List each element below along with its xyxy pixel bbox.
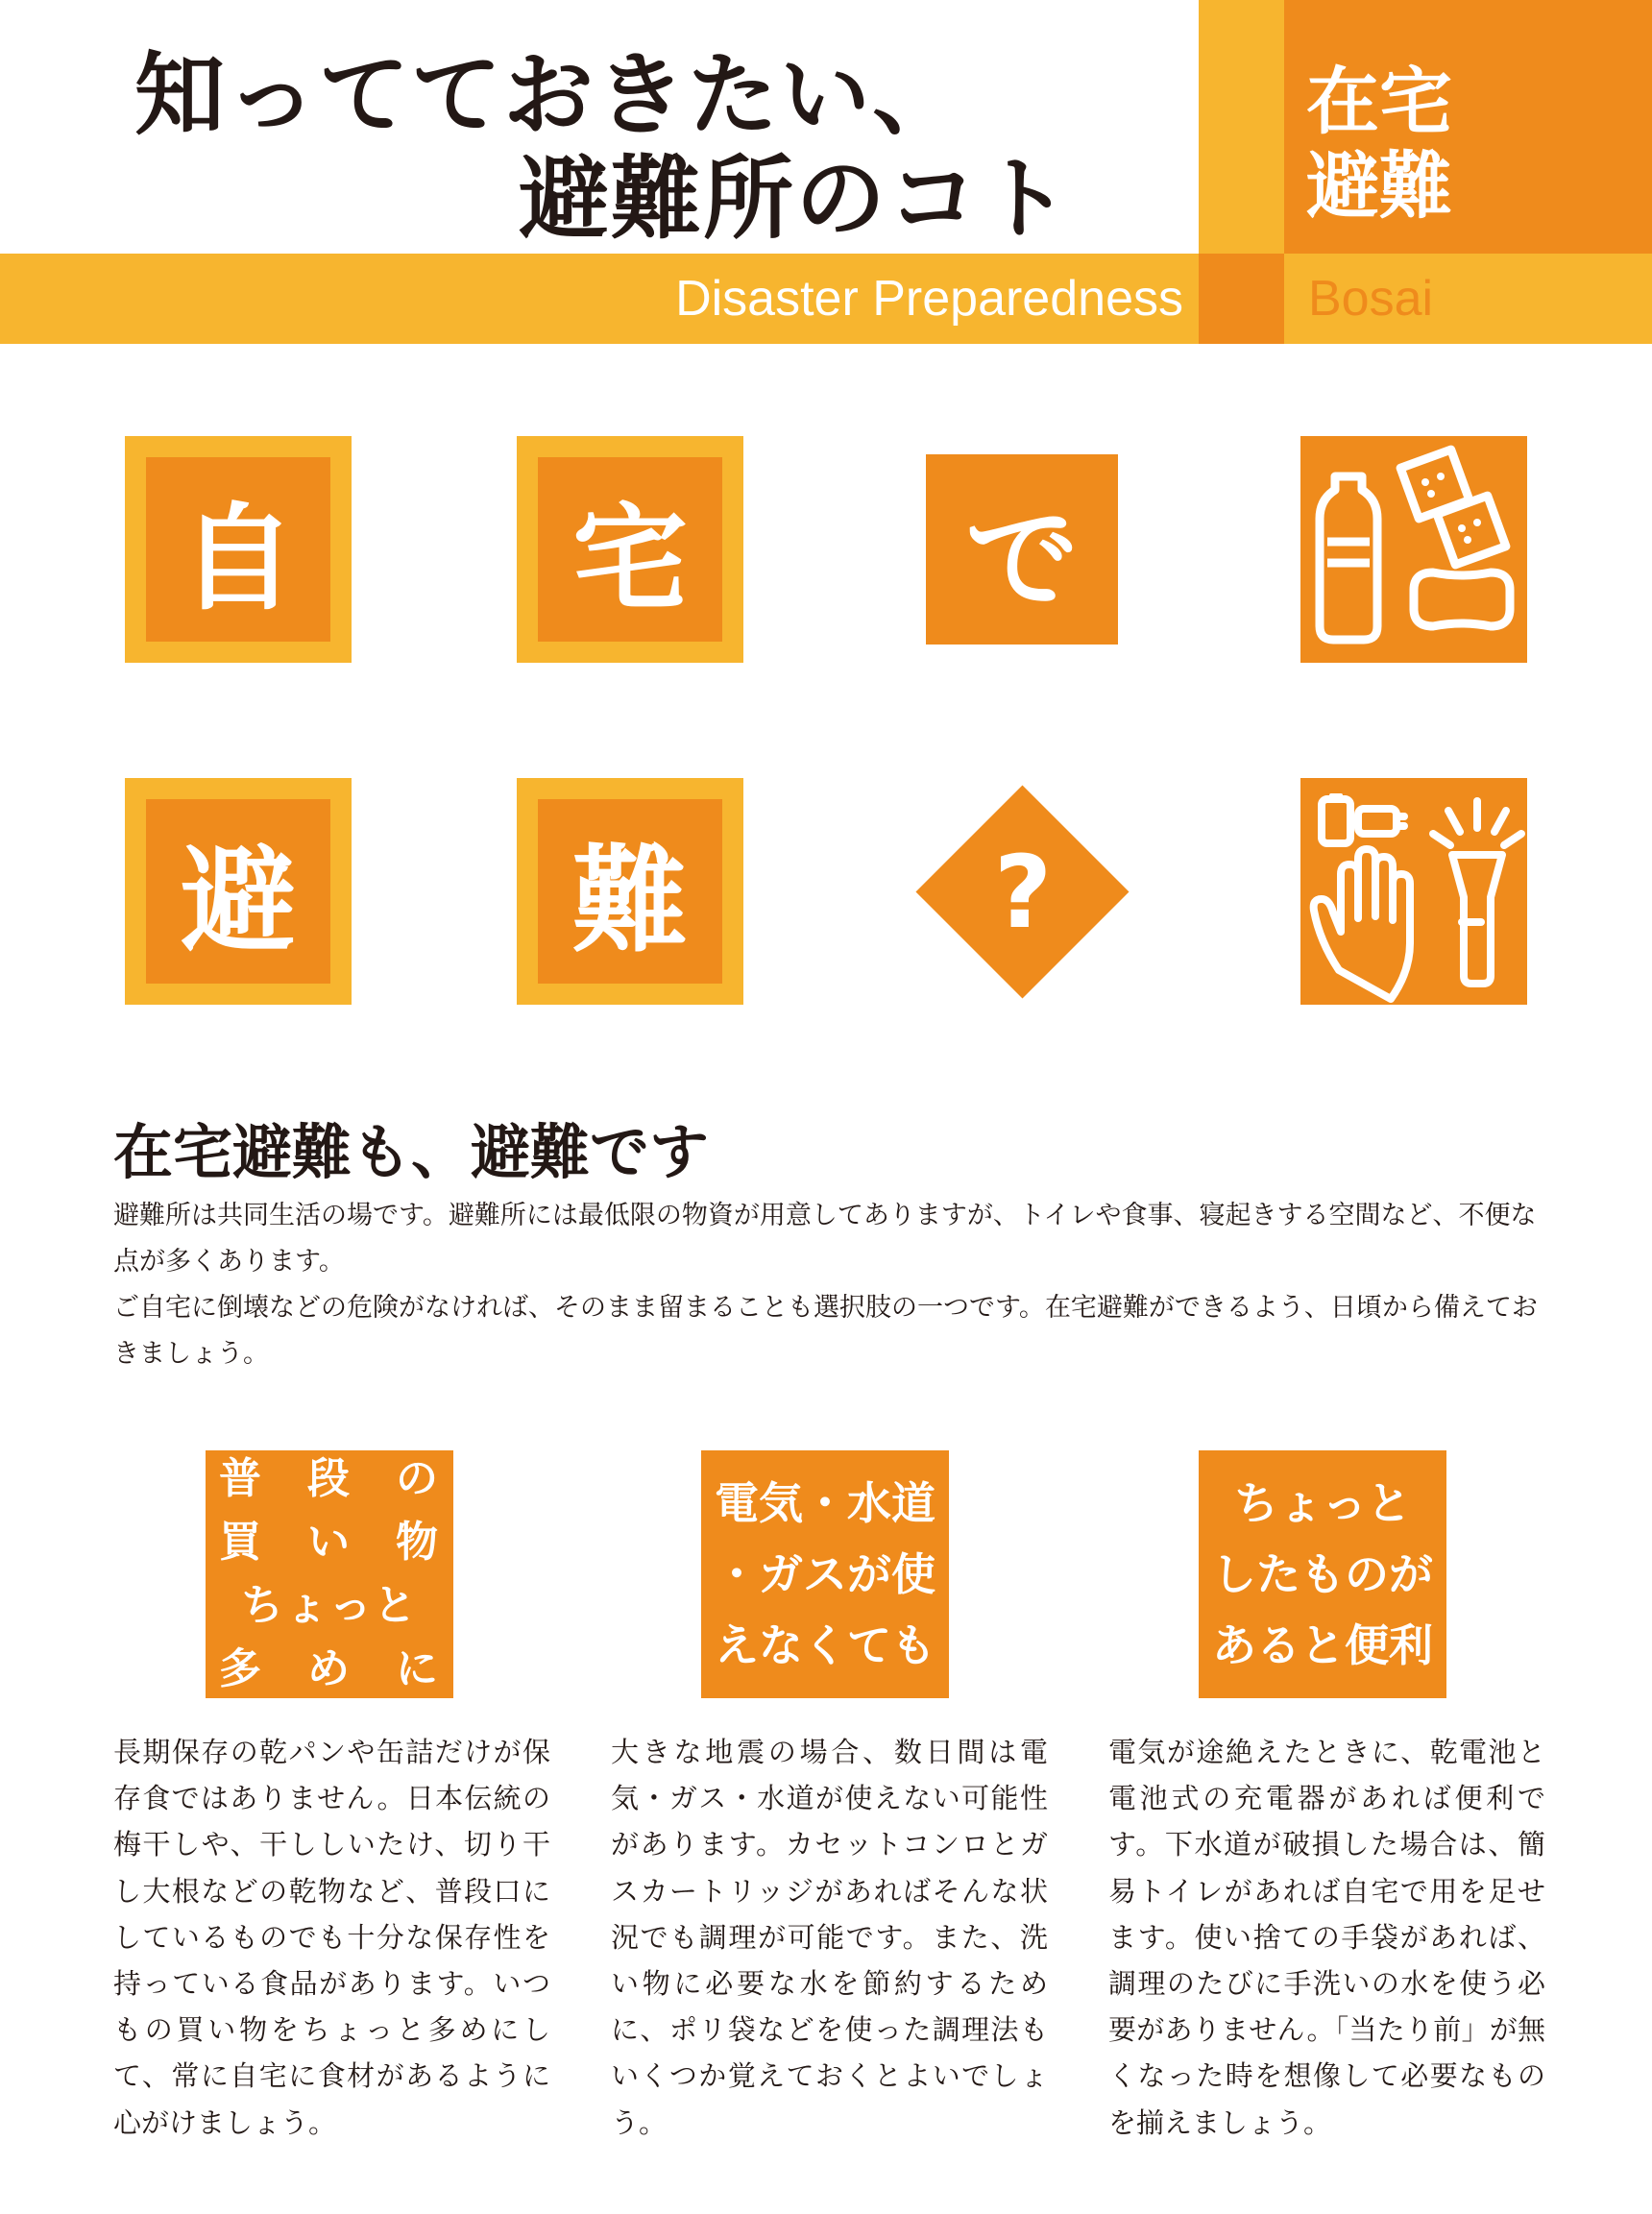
- column-1-body: 長期保存の乾パンや缶詰だけが保存食ではありません。日本伝統の梅干しや、干ししいたけ、切り干し大根などの乾物など、普段口にしているものでも十分な保存性を持っている食品があります。いつもの買い物をちょっと多めにして、常に自宅に食材があるように心がけましょう。: [113, 1736, 550, 2139]
- battery-icon: [1322, 799, 1404, 843]
- column-2-heading-line: えなくても: [715, 1619, 935, 1671]
- header-tag-sub: Bosai: [1308, 271, 1434, 327]
- column-3-heading: [1199, 1450, 1446, 1698]
- crackers-icon: [1400, 450, 1506, 565]
- tile-ji: [125, 436, 352, 663]
- column-1-heading-line: ちょっと: [241, 1581, 418, 1630]
- tile-nan-char: 難: [538, 799, 722, 984]
- intro-paragraph-2: ご自宅に倒壊などの危険がなければ、そのまま留まることも選択肢の一つです。在宅避難ができるよう、日頃から備えておきましょう。: [113, 1293, 1538, 1369]
- column-2-body: 大きな地震の場合、数日間は電気・ガス・水道が使えない可能性があります。カセットコンロとガスカートリッジがあればそんな状況でも調理が可能です。また、洗い物に必要な水を節約するために、ポリ袋などを使った調理法もいくつか覚えておくとよいでしょう。: [611, 1736, 1048, 2139]
- header-accent-block-2: [1199, 254, 1284, 344]
- column-1-heading-line: 普 段 の: [219, 1454, 440, 1503]
- tile-ji-char: 自: [146, 457, 330, 642]
- column-2-heading: [701, 1450, 949, 1698]
- column-1-heading-line: 買 い 物: [219, 1518, 440, 1567]
- column-3-heading-line: ちょっと: [1234, 1477, 1411, 1529]
- glove-icon: [1314, 849, 1410, 999]
- tile-de: で: [926, 454, 1118, 645]
- tile-hi: [125, 778, 352, 1005]
- tile-taku: [517, 436, 743, 663]
- column-3-body: 電気が途絶えたときに、乾電池と電池式の充電器があれば便利です。下水道が破損した場合は、簡易トイレがあれば自宅で用を足せます。使い捨ての手袋があれば、調理のたびに手洗いの水を使う必要がありません。「当たり前」が無くなった時を想像して必要なものを揃えましょう。: [1108, 1736, 1545, 2139]
- header-tag-line-2: 避難: [1306, 143, 1452, 229]
- column-1-heading-line: 多 め に: [219, 1644, 440, 1693]
- supplies-icons: [1300, 778, 1527, 1005]
- column-2-heading-line: 電気・水道: [715, 1477, 935, 1529]
- header-tag: [1306, 60, 1633, 229]
- column-3-heading-line: あると便利: [1212, 1619, 1433, 1671]
- tile-taku-char: 宅: [538, 457, 722, 642]
- tile-question: [916, 786, 1130, 999]
- water-bottle-icon: [1320, 476, 1377, 640]
- section-title: 在宅避難も、避難です: [113, 1117, 710, 1187]
- intro-paragraph-1: 避難所は共同生活の場です。避難所には最低限の物資が用意してありますが、トイレや食事、寝起きする空間など、不便な点が多くあります。: [113, 1201, 1537, 1277]
- food-pack-icon: [1414, 572, 1510, 626]
- column-2-heading-line: ・ガスが使: [715, 1548, 935, 1600]
- header-tag-line-1: 在宅: [1306, 59, 1452, 144]
- column-1-heading: [206, 1450, 453, 1698]
- column-3-heading-line: したものが: [1212, 1548, 1433, 1600]
- header-accent-block: [1199, 0, 1284, 254]
- header-subtitle: Disaster Preparedness: [675, 271, 1183, 327]
- title-line-2: 避難所のコト: [519, 147, 1073, 252]
- tile-hi-char: 避: [146, 799, 330, 984]
- title-line-1: 知ってておきたい、: [134, 43, 965, 148]
- supplies-icon-tile: [1300, 778, 1527, 1005]
- question-mark: ?: [993, 834, 1053, 951]
- tile-nan: [517, 778, 743, 1005]
- flashlight-icon: [1433, 801, 1521, 984]
- stockpile-icons: [1300, 436, 1527, 663]
- stockpile-icon-tile: [1300, 436, 1527, 663]
- intro-text: [113, 1193, 1554, 1377]
